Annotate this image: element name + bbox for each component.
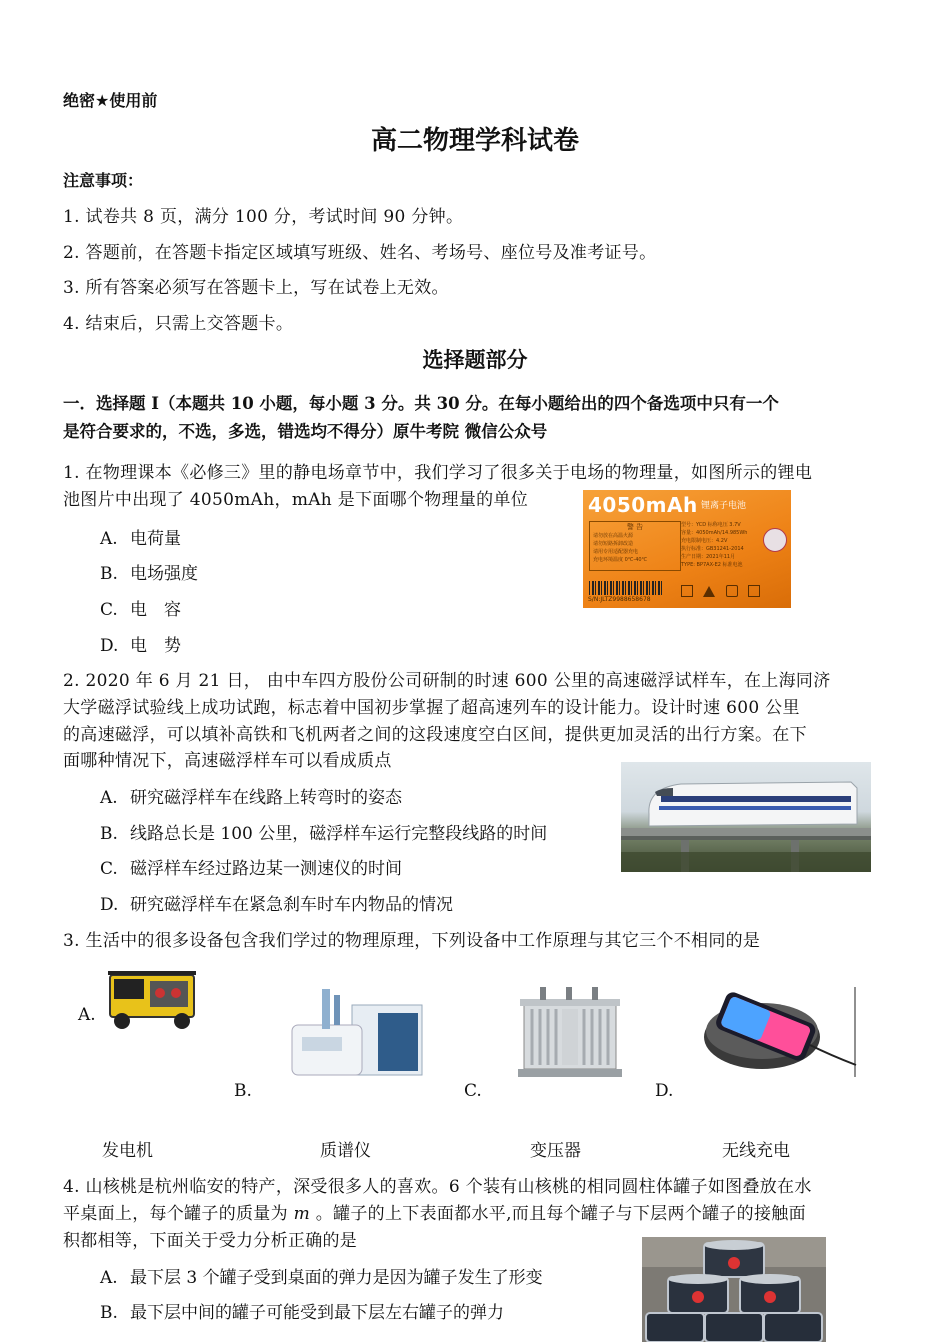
question-2-text: 的高速磁浮，可以填补高铁和飞机两者之间的这段速度空白区间，提供更加灵活的出行方案。在下 xyxy=(63,725,807,745)
question-4-text: 平桌面上，每个罐子的质量为 m 。罐子的上下表面都水平,而且每个罐子与下层两个罐子的接触面 xyxy=(63,1204,806,1224)
stacked-cans-image xyxy=(642,1237,826,1342)
section-intro-line: 一．选择题 I（本题共 10 小题，每小题 3 分。共 30 分。在每小题给出的四个备选项中只有一个 xyxy=(63,394,779,413)
q3-caption-generator: 发电机 xyxy=(102,1141,153,1161)
question-4-text: 积都相等，下面关于受力分析正确的是 xyxy=(63,1231,358,1251)
section-intro-line: 是符合要求的，不选，多选，错选均不得分）原牛考院 微信公众号 xyxy=(63,422,548,441)
q2-option-b[interactable]: B. 线路总长是 100 公里，磁浮样车运行完整段线路的时间 xyxy=(100,824,548,844)
notice-label: 注意事项： xyxy=(63,171,144,190)
q3-option-b-label[interactable]: B. xyxy=(234,1081,252,1101)
battery-specs: 型号：YCD 标称电压 3.7V 容量：4050mAh/14.985Wh 充电限制电压：4.2V 执行标准：GB31241-2014 生产日期：2021年11月 TYPE: BP7AX-E2 标准电池 xyxy=(681,522,748,568)
q3-caption-wireless-charging: 无线充电 xyxy=(722,1141,790,1161)
question-1-text: 池图片中出现了 4050mAh，mAh 是下面哪个物理量的单位 xyxy=(63,490,529,510)
question-4-text: 4. 山核桃是杭州临安的特产，深受很多人的喜欢。6 个装有山核桃的相同圆柱体罐子如图叠放在水 xyxy=(63,1177,812,1197)
q1-option-a[interactable]: A. 电荷量 xyxy=(100,529,181,549)
wireless-charger-image xyxy=(700,985,858,1080)
notice-item: 2. 答题前，在答题卡指定区域填写班级、姓名、考场号、座位号及准考证号。 xyxy=(63,243,657,263)
q1-option-d[interactable]: D. 电 势 xyxy=(100,636,181,656)
battery-type-label: 锂离子电池 xyxy=(701,501,747,511)
q3-option-d-label[interactable]: D. xyxy=(655,1081,674,1101)
notice-item: 3. 所有答案必须写在答题卡上，写在试卷上无效。 xyxy=(63,278,449,298)
exam-title: 高二物理学科试卷 xyxy=(370,126,579,156)
battery-serial: S/N:JLTZ9988658678 xyxy=(588,596,651,603)
question-2-text: 2. 2020 年 6 月 21 日， 由中车四方股份公司研制的时速 600 公里的高速磁浮试样车，在上海同济 xyxy=(63,671,831,691)
confidential-mark: 绝密★使用前 xyxy=(63,91,158,110)
q1-option-c[interactable]: C. 电 容 xyxy=(100,600,181,620)
q3-caption-transformer: 变压器 xyxy=(530,1141,581,1161)
q2-option-a[interactable]: A. 研究磁浮样车在线路上转弯时的姿态 xyxy=(100,788,402,808)
q4-option-a[interactable]: A. 最下层 3 个罐子受到桌面的弹力是因为罐子发生了形变 xyxy=(100,1268,543,1288)
battery-seal xyxy=(763,528,787,552)
notice-item: 1. 试卷共 8 页，满分 100 分，考试时间 90 分钟。 xyxy=(63,207,464,227)
section-title: 选择题部分 xyxy=(422,347,528,372)
q3-option-a-label[interactable]: A. xyxy=(78,1005,96,1025)
notice-item: 4. 结束后，只需上交答题卡。 xyxy=(63,314,294,334)
q3-option-c-label[interactable]: C. xyxy=(464,1081,482,1101)
maglev-train-image xyxy=(621,762,871,872)
recycle-icons xyxy=(681,582,781,596)
question-2-text: 面哪种情况下，高速磁浮样车可以看成质点 xyxy=(63,751,392,771)
barcode xyxy=(589,581,663,595)
q3-caption-mass-spectrometer: 质谱仪 xyxy=(320,1141,371,1161)
q4-option-b[interactable]: B. 最下层中间的罐子可能受到最下层左右罐子的弹力 xyxy=(100,1303,504,1323)
generator-image xyxy=(104,965,200,1031)
maglev-train-icon xyxy=(621,762,871,872)
q2-option-c[interactable]: C. 磁浮样车经过路边某一测速仪的时间 xyxy=(100,859,402,879)
q1-option-b[interactable]: B. 电场强度 xyxy=(100,564,198,584)
question-2-text: 大学磁浮试验线上成功试跑，标志着中国初步掌握了超高速列车的设计能力。设计时速 600 公里 xyxy=(63,698,800,718)
battery-capacity-label: 4050mAh xyxy=(588,493,698,517)
battery-image xyxy=(583,490,791,608)
q2-option-d[interactable]: D. 研究磁浮样车在紧急刹车时车内物品的情况 xyxy=(100,895,453,915)
question-3-text: 3. 生活中的很多设备包含我们学过的物理原理，下列设备中工作原理与其它三个不相同的是 xyxy=(63,931,761,951)
question-1-text: 1. 在物理课本《必修三》里的静电场章节中，我们学习了很多关于电场的物理量，如图所示的锂电 xyxy=(63,463,813,483)
transformer-image xyxy=(510,985,630,1080)
battery-warning-box: 警 告 请勿放在高温火源 请勿短路拆卸改造 请用专用适配器充电 充电环境温度 0℃-40℃ xyxy=(589,521,681,571)
mass-spectrometer-image xyxy=(282,985,427,1080)
